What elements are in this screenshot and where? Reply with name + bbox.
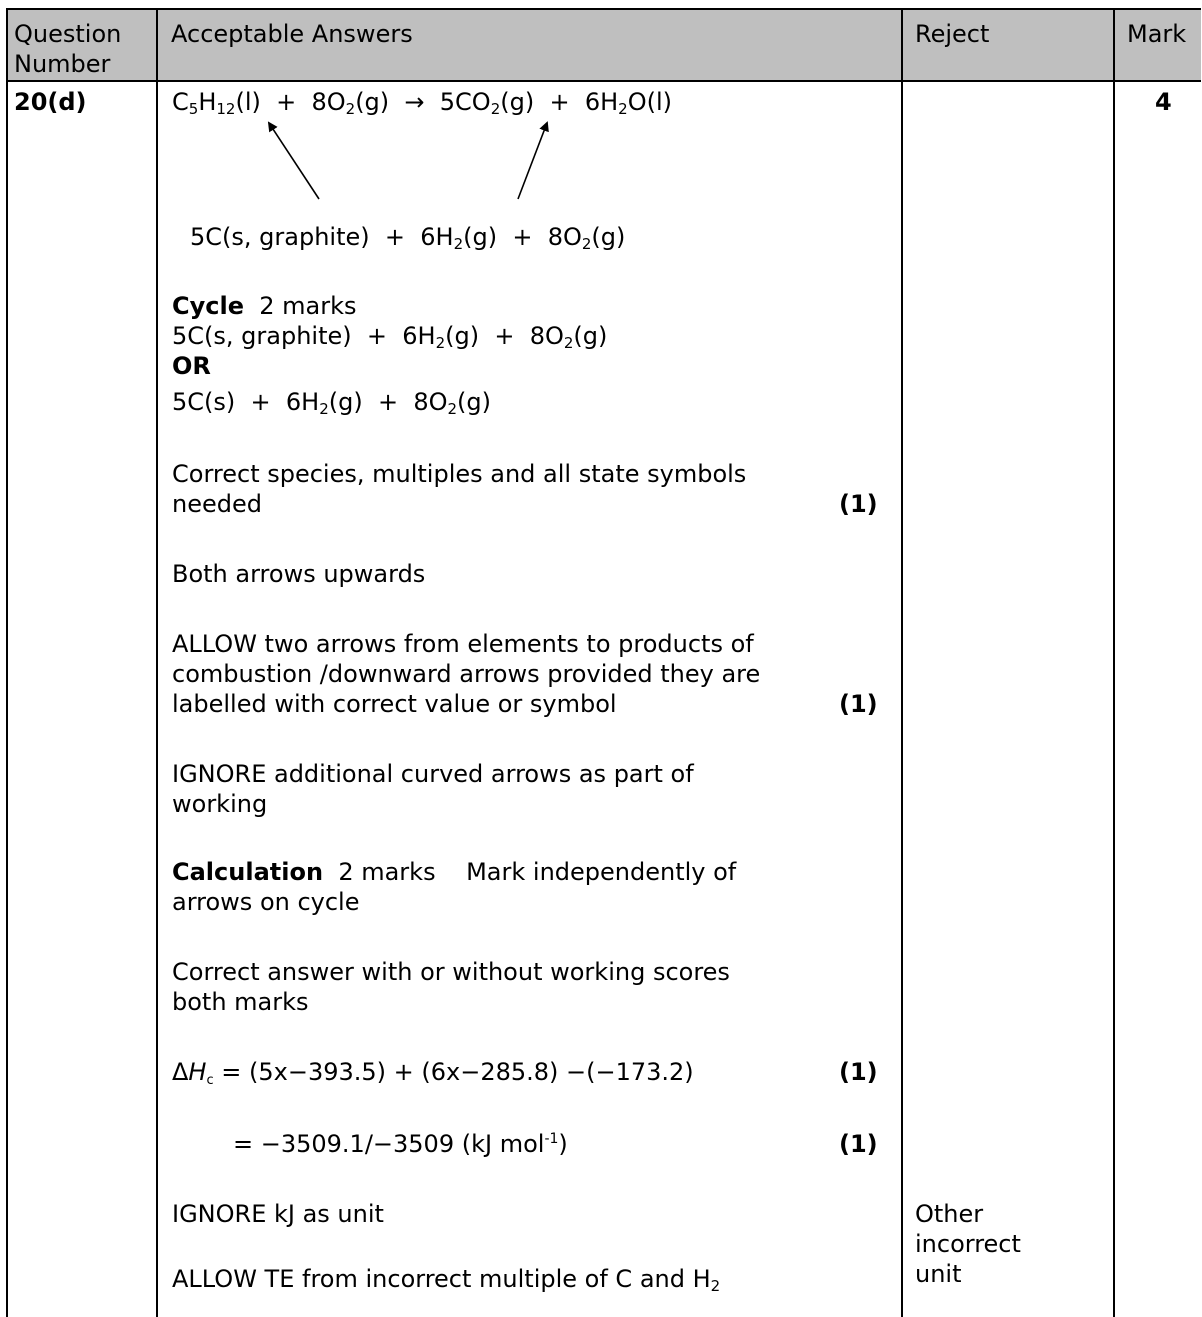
header-reject: Reject <box>915 20 990 48</box>
ignore-curved-line1: IGNORE additional curved arrows as part of <box>172 760 694 788</box>
allow-text-line1: ALLOW two arrows from elements to products of <box>172 630 754 658</box>
species-text-line2: needed <box>172 490 262 518</box>
header-mark: Mark <box>1127 20 1187 48</box>
both-arrows-text: Both arrows upwards <box>172 560 426 588</box>
calculation-heading-line: Calculation 2 marks Mark independently of <box>172 858 737 886</box>
cycle-bottom-equation: 5C(s, graphite) + $6H_2(g) + 8O_2(g)$ <box>190 223 626 253</box>
calculation-note-line2: arrows on cycle <box>172 888 360 916</box>
cycle-heading-line: Cycle 2 marks <box>172 292 357 320</box>
cycle-equation-graphite: 5C(s, graphite) + $6H_2(g) + 8O_2(g)$ <box>172 322 608 352</box>
species-text-line1: Correct species, multiples and all state symbols <box>172 460 747 488</box>
question-number: 20(d) <box>14 88 87 116</box>
mark-one-species: (1) <box>839 490 878 518</box>
allow-text-line2: combustion /downward arrows provided they are <box>172 660 761 688</box>
header-acceptable-answers: Acceptable Answers <box>171 20 413 48</box>
or-label: OR <box>172 352 211 380</box>
result-equation: = −3509.1/−3509 (kJ mol$^{-1}$) <box>233 1130 568 1158</box>
cycle-equation-solid: $5C(s) + 6H_2(g) + 8O_2(g)$ <box>172 388 492 418</box>
correct-answer-line1: Correct answer with or without working scores <box>172 958 730 986</box>
cycle-top-equation: $C_5H_{12}(l) + 8O_2(g) \to 5CO_2(g) + 6H_2O(l)$ <box>172 88 672 118</box>
reject-line3: unit <box>915 1260 962 1288</box>
mark-value: 4 <box>1155 88 1172 116</box>
cycle-arrows <box>0 0 1202 260</box>
reject-line1: Other <box>915 1200 984 1228</box>
right-cycle-arrow <box>518 123 547 199</box>
header-question-number: Number <box>14 50 111 78</box>
mark-one-delta-h: (1) <box>839 1058 878 1086</box>
ignore-curved-line2: working <box>172 790 268 818</box>
reaction-arrow: → <box>404 88 425 116</box>
mark-one-result: (1) <box>839 1130 878 1158</box>
allow-text-line3: labelled with correct value or symbol <box>172 690 617 718</box>
ignore-kj-text: IGNORE kJ as unit <box>172 1200 384 1228</box>
left-cycle-arrow <box>269 123 319 199</box>
reject-line2: incorrect <box>915 1230 1021 1258</box>
mark-one-arrows: (1) <box>839 690 878 718</box>
delta-h-equation: $\Delta H_c = (5x-393.5) + (6x-285.8) -(-173.2)$ <box>172 1058 694 1088</box>
allow-te-text: ALLOW TE from incorrect multiple of C and $H_2$ <box>172 1265 721 1295</box>
correct-answer-line2: both marks <box>172 988 309 1016</box>
header-question: Question <box>14 20 122 48</box>
